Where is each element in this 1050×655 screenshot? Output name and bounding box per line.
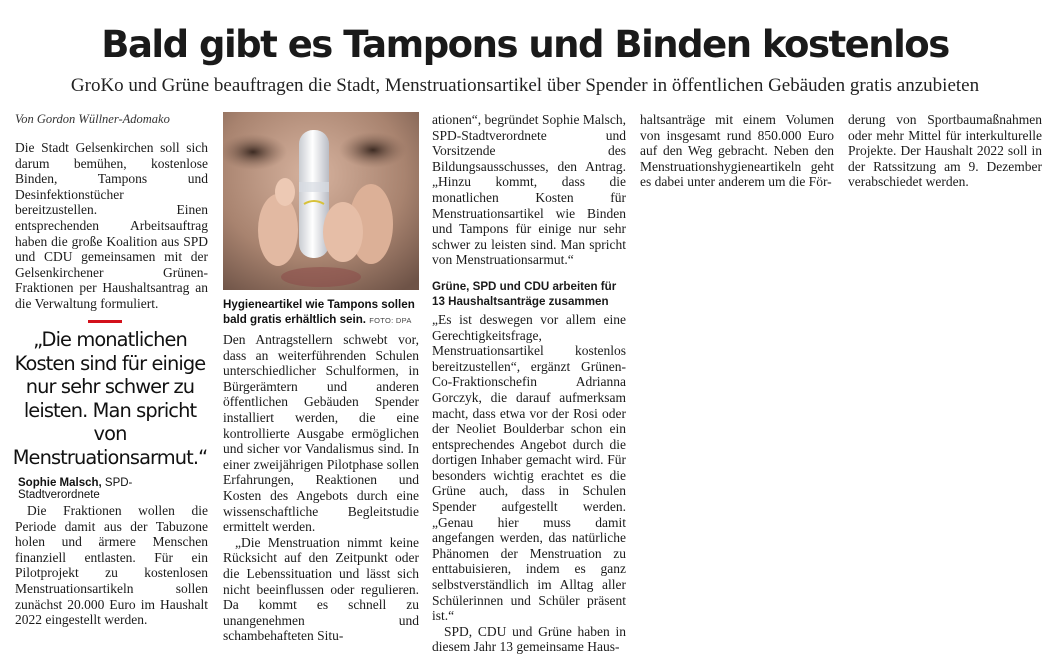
paragraph: Den Antragstellern schwebt vor, dass an weiterführenden Schulen unterschiedlicher Schulformen, in Bürgerämtern und anderen öffentlichen Gebäuden Spender installiert werden, die eine kontrollierte Ausgabe ermöglichen und sicher vor Vandalismus sind. In einer zweijährigen Pilotphase sollen Erfahrungen, Reaktionen und Kosten des Angebots durch eine wissenschaftliche Begleitstudie ermittelt werden.: [223, 332, 419, 535]
photo-caption: [223, 297, 419, 328]
paragraph: derung von Sportbaumaßnahmen oder mehr Mittel für interkulturelle Projekte. Der Haushalt 2022 soll in der Ratssitzung am 9. Dezember verabschiedet werden.: [848, 112, 1042, 190]
article-subheadline: GroKo und Grüne beauftragen die Stadt, Menstruationsartikel über Spender in öffentlichen Gebäuden gratis anzubieten: [70, 75, 980, 96]
column-3: [432, 112, 626, 655]
column-1-intro: [15, 140, 208, 312]
pull-quote-role: SPD-Stadtverordnete: [18, 477, 133, 501]
column-1-end: [15, 503, 208, 628]
paragraph: Die Fraktionen wollen die Periode damit aus der Tabuzone holen und ärmere Menschen finanziell entlasten. Für ein Pilotprojekt zu kostenlosen Menstruationsartikeln sollen zunächst 20.000 Euro im Haushalt 2022 eingestellt werden.: [15, 503, 208, 628]
pull-quote-name: Sophie Malsch,: [18, 477, 102, 489]
pull-quote: „Die monatlichen Kosten sind für einige nur sehr schwer zu leisten. Man spricht von Menstruationsarmut.“: [12, 328, 208, 469]
photo-credit: FOTO: DPA: [369, 316, 412, 325]
column-4: [640, 112, 834, 190]
photo-caption-text: Hygieneartikel wie Tampons sollen bald gratis erhältlich sein.: [223, 298, 415, 326]
column-5: [848, 112, 1042, 190]
byline: Von Gordon Wüllner-Adomako: [15, 112, 170, 126]
paragraph: „Die Menstruation nimmt keine Rücksicht auf den Zeitpunkt oder die Lebenssituation und lässt sich nicht beeinflussen oder regulieren. Da kommt es schnell zu unangenehmen und schambehafteten Situ-: [223, 534, 419, 644]
quote-accent-bar: [88, 320, 122, 323]
paragraph: SPD, CDU und Grüne haben in diesem Jahr 13 gemeinsame Haus-: [432, 623, 626, 655]
paragraph: ationen“, begründet Sophie Malsch, SPD-Stadtverordnete und Vorsitzende des Bildungsausschusses, den Antrag. „Hinzu kommt, dass die monatlichen Kosten für Menstruationsartikel wie Binden und Tampons für einige nur sehr schwer zu leisten sind. Man spricht von Menstruationsarmut.“: [432, 112, 626, 268]
paragraph: haltsanträge mit einem Volumen von insgesamt rund 850.000 Euro auf den Weg gebracht. Neben den Menstruationshygieneartikeln geht es dabei unter anderem um die För-: [640, 112, 834, 190]
paragraph: „Es ist deswegen vor allem eine Gerechtigkeitsfrage, Menstruationsartikel kostenlos bereitzustellen“, ergänzt Grünen-Co-Fraktionschefin Adrianna Gorczyk, die darauf aufmerksam macht, dass etwa vor der Rosi oder der Neoliet Boulderbar schon ein entsprechendes Angebot durch die dortigen Inhaber gemacht wird. Für besonders wichtig erachtet es die Grüne auch, dass in Schulen Spender aufgestellt werden. „Genau hier muss damit angefangen werden, das natürliche Phänomen der Menstruation zu enttabuisieren, indem es ganz selbstverständlich im Alltag aller Schülerinnen und Schüler präsent ist.“: [432, 311, 626, 624]
paragraph: Die Stadt Gelsenkirchen soll sich darum bemühen, kostenlose Binden, Tampons und Desinfektionstücher bereitzustellen. Einen entsprechenden Arbeitsauftrag haben die große Koalition aus SPD und CDU gemeinsamen mit der Gelsenkirchener Grünen-Fraktionen per Haushaltsantrag an die Verwaltung formuliert.: [15, 140, 208, 311]
article-headline: Bald gibt es Tampons und Binden kostenlos: [101, 23, 949, 66]
column-2: [223, 332, 419, 644]
article-photo: [223, 112, 419, 290]
section-subhead: Grüne, SPD und CDU arbeiten für 13 Haushaltsanträge zusammen: [432, 279, 617, 308]
pull-quote-attribution: [18, 477, 208, 501]
tampon-photo-illustration: [223, 112, 419, 290]
